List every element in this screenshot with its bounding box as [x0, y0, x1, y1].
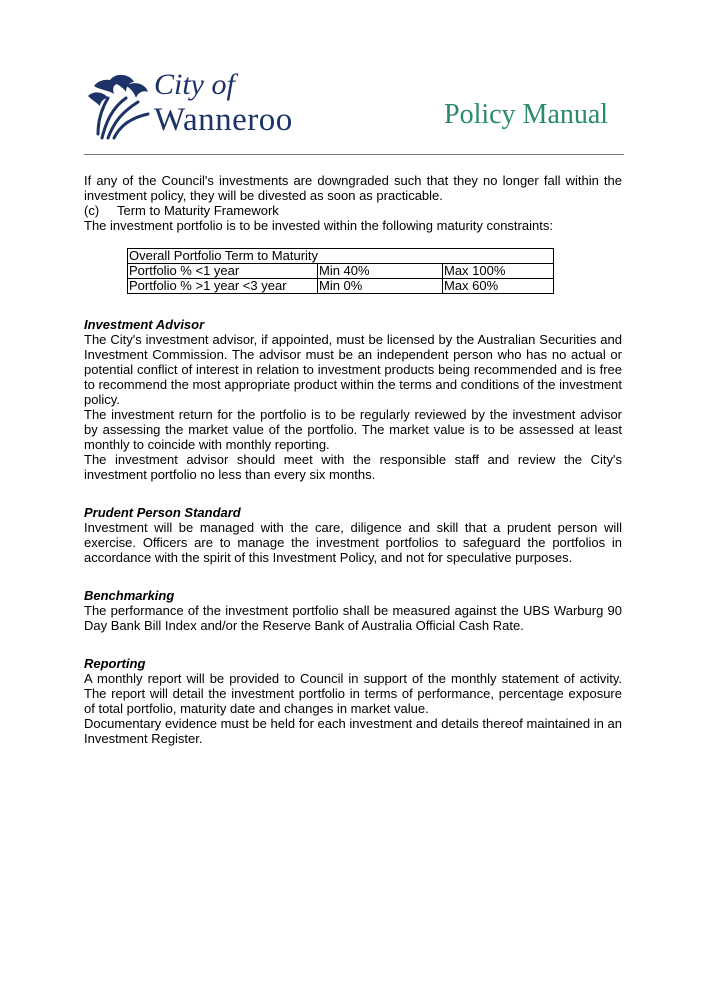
table-cell: Min 40% — [318, 264, 443, 279]
advisor-paragraph-3: The investment advisor should meet with the responsible staff and review the City's investment portfolio no less than every six months. — [84, 452, 622, 482]
table-row — [128, 264, 554, 279]
table-cell: Portfolio % <1 year — [128, 264, 318, 279]
table-cell: Max 100% — [443, 264, 554, 279]
policy-manual-title: Policy Manual — [444, 99, 609, 130]
heading-benchmarking: Benchmarking — [84, 588, 175, 603]
table-cell: Min 0% — [318, 279, 443, 294]
table-header-row — [128, 249, 554, 264]
reporting-paragraph-2: Documentary evidence must be held for each investment and details thereof maintained in an Investment Register. — [84, 716, 622, 746]
benchmarking-paragraph: The performance of the investment portfolio shall be measured against the UBS Warburg 90 Day Bank Bill Index and/or the Reserve Bank of Australia Official Cash Rate. — [84, 603, 622, 633]
constraints-paragraph: The investment portfolio is to be invested within the following maturity constraints: — [84, 218, 553, 233]
logo-line-wanneroo: Wanneroo — [154, 102, 293, 138]
table-row — [128, 279, 554, 294]
table-cell: Max 60% — [443, 279, 554, 294]
header-divider — [84, 154, 624, 155]
logo-wordmark — [154, 70, 293, 137]
heading-prudent-person-standard: Prudent Person Standard — [84, 505, 241, 520]
heading-reporting: Reporting — [84, 656, 146, 671]
table-header-cell: Overall Portfolio Term to Maturity — [128, 249, 554, 264]
reporting-paragraph-1: A monthly report will be provided to Council in support of the monthly statement of activity. The report will detail the investment portfolio in terms of performance, percentage exposure of total portfolio, maturity date and changes in market value. — [84, 671, 622, 716]
logo-line-city-of: City of — [154, 68, 235, 101]
subsection-letter: (c) — [84, 203, 100, 218]
maturity-table — [127, 248, 554, 294]
subsection-heading — [84, 203, 622, 218]
table-cell: Portfolio % >1 year <3 year — [128, 279, 318, 294]
advisor-paragraph-1: The City's investment advisor, if appointed, must be licensed by the Australian Securities and Investment Commission. The advisor must be an independent person who has no actual or potential conflict of interest in relation to investment products being recommended and is free to recommend the most appropriate product within the terms and conditions of the investment policy. — [84, 332, 622, 407]
subsection-title: Term to Maturity Framework — [117, 203, 279, 218]
prudent-person-paragraph: Investment will be managed with the care, diligence and skill that a prudent person will exercise. Officers are to manage the investment portfolios to safeguard the portfolios in accordance with the spirit of this Investment Policy, and not for speculative purposes. — [84, 520, 622, 565]
heading-investment-advisor: Investment Advisor — [84, 317, 205, 332]
downgrade-paragraph: If any of the Council's investments are downgraded such that they no longer fall within the investment policy, they will be divested as soon as practicable. — [84, 173, 622, 203]
advisor-paragraph-2: The investment return for the portfolio is to be regularly reviewed by the investment advisor by assessing the market value of the portfolio. The market value is to be assessed at least monthly to coincide with monthly reporting. — [84, 407, 622, 452]
document-body — [84, 173, 622, 746]
kangaroo-paw-icon — [86, 72, 152, 140]
city-logo — [86, 68, 336, 140]
